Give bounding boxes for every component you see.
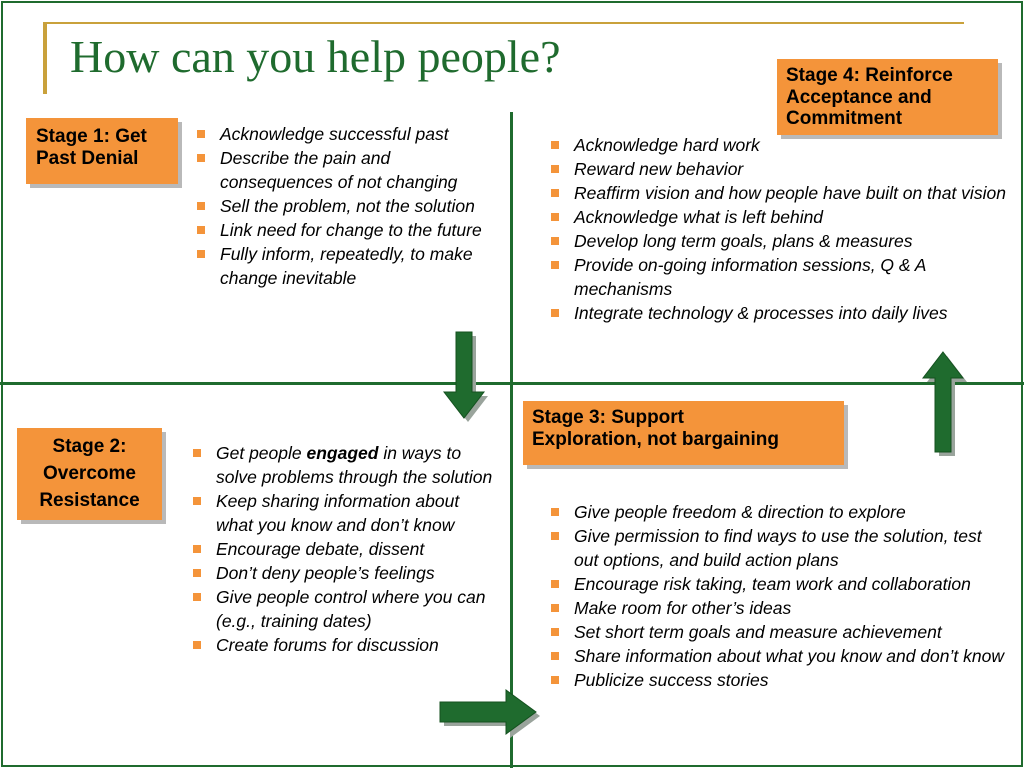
stage-4-label: Stage 4: Reinforce Acceptance and Commitment [786,65,953,129]
list-item [548,572,1008,596]
stage-4-list [548,133,1018,325]
page-title: How can you help people? [70,31,561,82]
list-item-text: Create forums for discussion [216,635,439,655]
list-item-text: Get people [216,443,307,463]
list-item-text: in ways to solve problems through the solution [216,443,493,487]
bullet-square-icon [551,213,559,221]
list-item [194,242,494,290]
bullet-square-icon [551,604,559,612]
bullet-square-icon [197,226,205,234]
list-item [548,229,1018,253]
bullet-square-icon [193,569,201,577]
bullet-square-icon [551,580,559,588]
list-item-text: Give people control where you can (e.g., training dates) [216,587,486,631]
bullet-square-icon [193,449,201,457]
stage-3-list [548,500,1008,692]
list-item [194,146,494,194]
list-item [548,181,1018,205]
arrow-up-icon [919,350,967,456]
list-item [548,157,1018,181]
list-item [190,561,500,585]
list-item [548,133,1018,157]
list-item [190,441,500,489]
list-item [190,585,500,633]
stage-3-box [523,401,844,465]
title-rule [43,22,964,24]
list-item-text: Share information about what you know and don’t know [574,646,1004,666]
bullet-square-icon [551,141,559,149]
bullet-square-icon [197,154,205,162]
list-item-text: Acknowledge successful past [220,124,449,144]
list-item [548,668,1008,692]
bullet-square-icon [193,545,201,553]
list-item-text: Give people freedom & direction to explore [574,502,906,522]
bullet-square-icon [551,189,559,197]
list-item-text: Encourage debate, dissent [216,539,425,559]
stage-4-box [777,59,998,135]
bullet-square-icon [193,593,201,601]
stage-2-box [17,428,162,520]
bullet-square-icon [551,237,559,245]
list-item-text: Acknowledge hard work [574,135,760,155]
list-item-text: Fully inform, repeatedly, to make change inevitable [220,244,473,288]
list-item-text: Reward new behavior [574,159,744,179]
bullet-square-icon [551,309,559,317]
list-item [548,644,1008,668]
bullet-square-icon [197,130,205,138]
list-item-text: Keep sharing information about what you know and don’t know [216,491,460,535]
bullet-square-icon [197,250,205,258]
list-item [548,524,1008,572]
list-item [548,620,1008,644]
bullet-square-icon [551,628,559,636]
list-item-text: Link need for change to the future [220,220,482,240]
stage-1-label: Stage 1: Get Past Denial [36,126,147,169]
list-item [194,122,494,146]
list-item [194,218,494,242]
stage-1-list [194,122,494,290]
arrow-right-icon [438,688,542,738]
bullet-square-icon [193,641,201,649]
list-item-emphasis: engaged [306,443,379,463]
stage-2-list [190,441,500,657]
list-item-text: Publicize success stories [574,670,769,690]
bullet-square-icon [551,676,559,684]
list-item [194,194,494,218]
arrow-down-icon [440,330,488,422]
list-item-text: Make room for other’s ideas [574,598,792,618]
list-item [190,537,500,561]
list-item-text: Provide on-going information sessions, Q & A mechanisms [574,255,926,299]
list-item-text: Don’t deny people’s feelings [216,563,435,583]
list-item [548,500,1008,524]
list-item-text: Describe the pain and consequences of not changing [220,148,458,192]
list-item-text: Encourage risk taking, team work and collaboration [574,574,971,594]
bullet-square-icon [551,532,559,540]
list-item [190,489,500,537]
stage-2-label: Stage 2: Overcome Resistance [39,436,140,511]
list-item [548,205,1018,229]
bullet-square-icon [197,202,205,210]
bullet-square-icon [193,497,201,505]
quadrant-divider-vertical [510,112,513,768]
stage-1-box [26,118,178,184]
bullet-square-icon [551,508,559,516]
title-accent-bar [43,22,47,94]
bullet-square-icon [551,652,559,660]
list-item [190,633,500,657]
list-item [548,301,1018,325]
bullet-square-icon [551,165,559,173]
list-item-text: Set short term goals and measure achievement [574,622,942,642]
list-item [548,253,1018,301]
list-item-text: Give permission to find ways to use the solution, test out options, and build action plans [574,526,982,570]
list-item-text: Develop long term goals, plans & measures [574,231,913,251]
stage-3-label: Stage 3: Support Exploration, not bargaining [532,407,779,450]
list-item-text: Sell the problem, not the solution [220,196,475,216]
list-item-text: Reaffirm vision and how people have built on that vision [574,183,1006,203]
bullet-square-icon [551,261,559,269]
list-item [548,596,1008,620]
list-item-text: Integrate technology & processes into daily lives [574,303,948,323]
list-item-text: Acknowledge what is left behind [574,207,824,227]
